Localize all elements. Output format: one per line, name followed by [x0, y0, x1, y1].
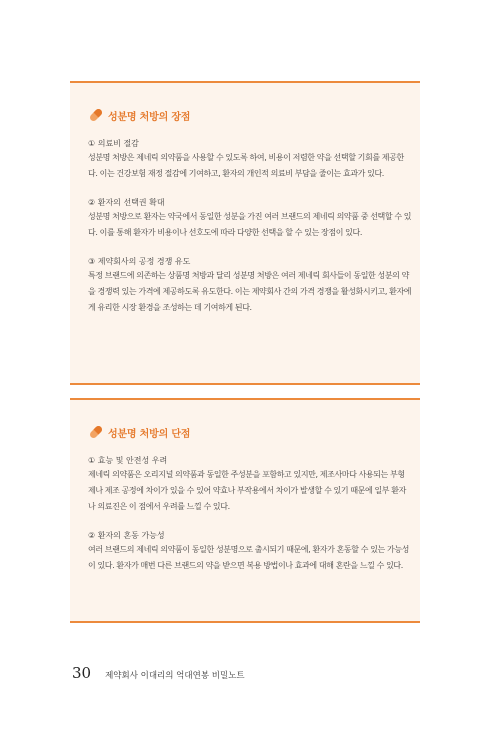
advantage-section — [88, 137, 412, 182]
book-title: 제약회사 이대리의 억대연봉 비밀노트 — [105, 671, 245, 681]
disadvantage-section — [88, 454, 412, 515]
section-title: ② 환자의 혼동 가능성 — [88, 531, 165, 540]
advantage-section — [88, 255, 412, 316]
disadvantages-box — [70, 398, 420, 623]
page-number: 30 — [72, 664, 92, 682]
disadvantages-heading — [88, 424, 412, 440]
pill-capsule-icon — [88, 424, 104, 440]
section-body: 여러 브랜드의 제네릭 의약품이 동일한 성분명으로 출시되기 때문에, 환자가 혼동할 수 있는 가능성이 있다. 환자가 매번 다른 브랜드의 약을 받으면 복용 방법이나 효과에 대해 혼란을 느낄 수 있다. — [88, 545, 409, 570]
page-footer — [72, 664, 245, 682]
section-title: ② 환자의 선택권 확대 — [88, 198, 165, 207]
section-body: 특정 브랜드에 의존하는 상품명 처방과 달리 성분명 처방은 여러 제네릭 회사들이 동일한 성분의 약을 경쟁력 있는 가격에 제공하도록 유도한다. 이는 제약회사 간의 가격 경쟁을 활성화시키고, 환자에게 유리한 시장 환경을 조성하는 데 기여하게 된다. — [88, 271, 412, 312]
section-body: 성분명 처방은 제네릭 의약품을 사용할 수 있도록 하여, 비용이 저렴한 약을 선택할 기회를 제공한다. 이는 건강보험 재정 절감에 기여하고, 환자의 개인적 의료비 부담을 줄이는 효과가 있다. — [88, 153, 404, 178]
advantages-heading-text: 성분명 처방의 장점 — [108, 111, 191, 123]
pill-capsule-icon — [88, 107, 104, 123]
section-body: 제네릭 의약품은 오리지널 의약품과 동일한 주성분을 포함하고 있지만, 제조사마다 사용되는 부형제나 제조 공정에 차이가 있을 수 있어 약효나 부작용에서 차이가 발생할 수 있기 때문에 일부 환자나 의료진은 이 점에서 우려를 느낄 수 있다. — [88, 470, 406, 511]
advantages-box — [70, 81, 420, 385]
section-title: ① 의료비 절감 — [88, 139, 139, 148]
advantage-section — [88, 196, 412, 241]
section-title: ① 효능 및 안전성 우려 — [88, 456, 168, 465]
disadvantage-section — [88, 529, 412, 574]
section-body: 성분명 처방으로 환자는 약국에서 동일한 성분을 가진 여러 브랜드의 제네릭 의약품 중 선택할 수 있다. 이를 통해 환자가 비용이나 선호도에 따라 다양한 선택을 할 수 있는 장점이 있다. — [88, 212, 412, 237]
advantages-heading — [88, 107, 412, 123]
section-title: ③ 제약회사의 공정 경쟁 유도 — [88, 257, 191, 266]
disadvantages-heading-text: 성분명 처방의 단점 — [108, 428, 191, 440]
